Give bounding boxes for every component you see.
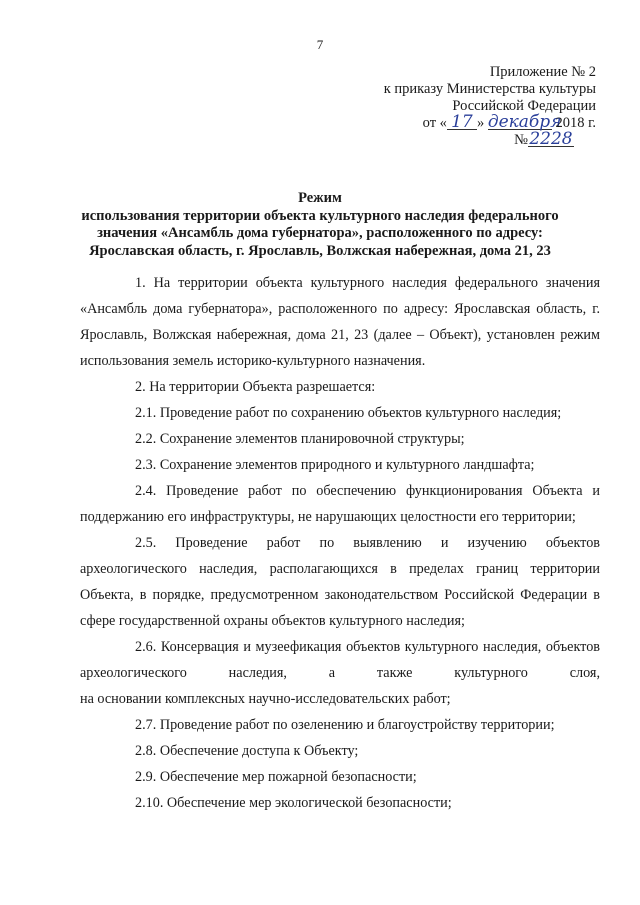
handwritten-number: 2228	[529, 129, 573, 149]
paragraph-2-7: 2.7. Проведение работ по озеленению и благоустройству территории;	[135, 717, 555, 733]
paragraph-2-5: 2.5. Проведение работ по выявлению и изучению объектов археологического наследия, располагающихся в пределах границ территории Объекта, в порядке, предусмотренном законодательством Российской Федерации в сфере государственной охраны объектов культурного наследия;	[80, 535, 600, 629]
paragraph-2: 2. На территории Объекта разрешается:	[135, 379, 376, 395]
paragraph-2-10: 2.10. Обеспечение мер экологической безопасности;	[135, 795, 452, 811]
appendix-block	[384, 64, 596, 149]
date-quote-close: »	[476, 115, 485, 131]
title-line-3: значения «Ансамбль дома губернатора», расположенного по адресу:	[97, 225, 543, 241]
paragraph-2-6: 2.6. Консервация и музеефикация объектов культурного наследия, объектов археологического наследия, а также культурного слоя,	[80, 639, 600, 681]
paragraph-2-2: 2.2. Сохранение элементов планировочной структуры;	[135, 431, 465, 447]
date-year: 2018 г.	[555, 115, 596, 131]
paragraph-2-4: 2.4. Проведение работ по обеспечению функционирования Объекта и поддержанию его инфраструктуры, не нарушающих целостности его территории;	[80, 483, 600, 525]
document-body	[80, 270, 600, 816]
paragraph-2-6-continued: на основании комплексных научно-исследовательских работ;	[80, 691, 451, 707]
page-number: 7	[316, 37, 324, 52]
date-prefix: от «	[422, 115, 447, 131]
appendix-line-1: Приложение № 2	[489, 64, 596, 80]
number-prefix: №	[514, 132, 528, 148]
handwritten-day: 17	[447, 115, 477, 130]
appendix-number-line	[384, 129, 574, 149]
paragraph-2-8: 2.8. Обеспечение доступа к Объекту;	[135, 743, 359, 759]
handwritten-month: декабря	[487, 112, 562, 132]
paragraph-2-3: 2.3. Сохранение элементов природного и культурного ландшафта;	[135, 457, 535, 473]
paragraph-1: 1. На территории объекта культурного наследия федерального значения «Ансамбль дома губернатора», расположенного по адресу: Ярославская область, г. Ярославль, Волжская набережная, дома 21, 23 (далее – Объект), установлен режим использования земель историко-культурного назначения.	[80, 275, 600, 369]
title-line-2: использования территории объекта культурного наследия федерального	[81, 207, 559, 224]
paragraph-2-9: 2.9. Обеспечение мер пожарной безопасности;	[135, 769, 417, 785]
document-title	[40, 190, 600, 260]
paragraph-2-1: 2.1. Проведение работ по сохранению объектов культурного наследия;	[135, 405, 562, 421]
appendix-line-2: к приказу Министерства культуры	[383, 81, 596, 97]
title-line-1: Режим	[298, 190, 342, 206]
title-line-4: Ярославская область, г. Ярославль, Волжская набережная, дома 21, 23	[89, 242, 551, 259]
appendix-line-3: Российской Федерации	[452, 98, 596, 114]
